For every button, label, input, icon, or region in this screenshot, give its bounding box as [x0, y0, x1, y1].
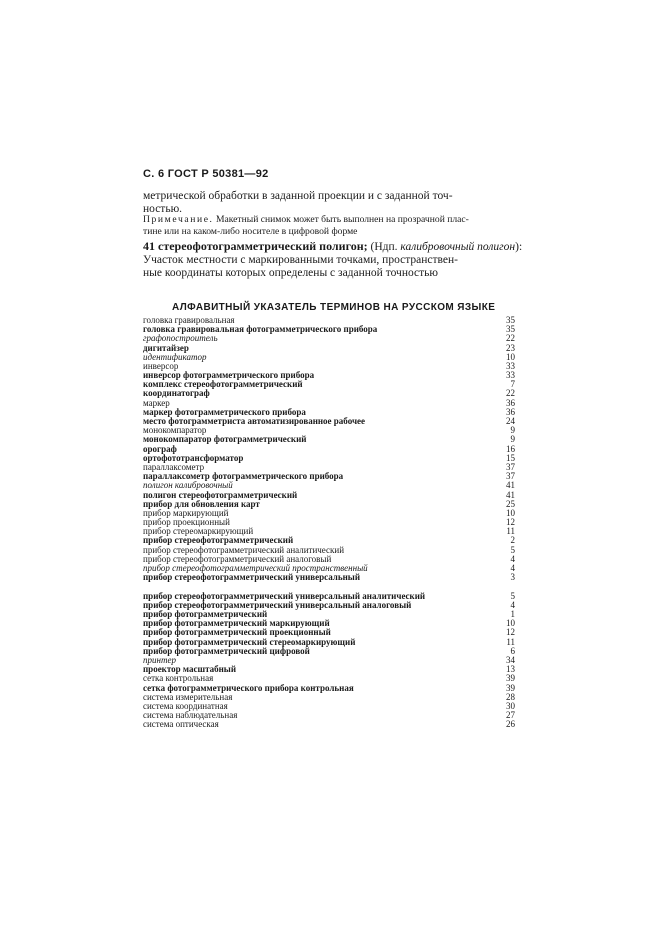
index-term: система координатная: [143, 701, 228, 711]
index-term: координатограф: [143, 389, 210, 399]
index-term: принтер: [143, 655, 176, 665]
index-entry: [143, 325, 515, 334]
note-line-1: Макетный снимок может быть выполнен на прозрачной плас-: [213, 214, 469, 225]
index-page-number: 7: [510, 379, 515, 390]
index-page-number: 35: [506, 314, 515, 325]
intro-paragraph: [143, 190, 517, 216]
term-41-synonym-suffix: ):: [515, 241, 523, 253]
index-page-number: 11: [506, 636, 515, 647]
index-page-number: 12: [506, 627, 515, 638]
index-page-number: 4: [510, 553, 515, 564]
index-entry: [143, 537, 515, 546]
index-term: прибор проекционный: [143, 518, 230, 528]
index-term: прибор стереофотограмметрический пространственный: [143, 564, 368, 574]
index-page-number: 33: [506, 370, 515, 381]
index-page-number: 4: [510, 563, 515, 574]
index-entry: [143, 674, 515, 683]
index-page-number: 39: [506, 673, 515, 684]
index-title: АЛФАВИТНЫЙ УКАЗАТЕЛЬ ТЕРМИНОВ НА РУССКОМ ЯЗЫКЕ: [172, 302, 496, 313]
index-page-number: 10: [506, 351, 515, 362]
index-page-number: 23: [506, 342, 515, 353]
index-page-number: 2: [510, 535, 515, 546]
index-entry: [143, 638, 515, 647]
index-term: прибор стереофотограмметрический универсальный аналитический: [143, 591, 426, 601]
index-entry: [143, 665, 515, 674]
index-entry: [143, 334, 515, 343]
index-entry: [143, 684, 515, 693]
index-page-number: 26: [506, 719, 515, 730]
term-41-def-line-1: Участок местности с маркированными точками, пространствен-: [143, 254, 458, 266]
index-page-number: 34: [506, 654, 515, 665]
index-entry: [143, 564, 515, 573]
index-term: прибор фотограмметрический: [143, 610, 268, 619]
index-page-number: 41: [506, 480, 515, 491]
index-term: сетка фотограмметрического прибора контрольная: [143, 683, 354, 693]
index-term: прибор фотограмметрический маркирующий: [143, 619, 330, 629]
index-page-number: 12: [506, 517, 515, 528]
index-entry: [143, 399, 515, 408]
index-page-number: 1: [510, 609, 515, 619]
index-page-number: 39: [506, 682, 515, 693]
index-term: инверсор: [143, 361, 179, 371]
index-entry: [143, 628, 515, 637]
index-term: система измерительная: [143, 692, 233, 702]
term-41-name: стереофотограмметрический полигон;: [155, 239, 368, 253]
index-entry: [143, 693, 515, 702]
index-term: монокомпаратор: [143, 426, 207, 436]
index-term: прибор стереофотограмметрический универсальный: [143, 573, 361, 583]
index-term: прибор стереофотограмметрический аналитический: [143, 545, 345, 555]
index-entry: [143, 390, 515, 399]
term-index: [143, 316, 515, 729]
intro-line-1: метрической обработки в заданной проекции и с заданной точ-: [143, 190, 453, 202]
index-entry: [143, 491, 515, 500]
index-page-number: 10: [506, 507, 515, 518]
index-entry: [143, 408, 515, 417]
term-41-synonym-prefix: (Ндп.: [367, 241, 398, 253]
index-page-number: 25: [506, 498, 515, 509]
index-term: параллаксометр фотограмметрического прибора: [143, 472, 344, 482]
index-page-number: 15: [506, 452, 515, 463]
index-entry: [143, 454, 515, 463]
index-term: маркер: [143, 398, 170, 408]
index-term: инверсор фотограмметрического прибора: [143, 371, 315, 381]
note-paragraph: [143, 214, 517, 238]
index-entry: [143, 371, 515, 380]
index-term: ортофототрансформатор: [143, 453, 244, 463]
index-entry: [143, 445, 515, 454]
index-entry: [143, 463, 515, 472]
index-term: головка гравировальная фотограмметрического прибора: [143, 325, 378, 335]
index-page-number: 4: [510, 599, 515, 610]
term-41-number: 41: [143, 239, 155, 253]
index-term: прибор для обновления карт: [143, 499, 260, 509]
index-page-number: 9: [510, 434, 515, 445]
index-term: маркер фотограмметрического прибора: [143, 407, 306, 417]
intro-line-2: ностью.: [143, 203, 183, 215]
index-entry: [143, 582, 515, 600]
page-header: С. 6 ГОСТ Р 50381—92: [143, 168, 269, 180]
index-page-number: 41: [506, 489, 515, 500]
index-page-number: 22: [506, 388, 515, 399]
index-term: орограф: [143, 444, 177, 454]
index-page-number: 6: [510, 645, 515, 656]
index-term: прибор фотограмметрический проекционный: [143, 628, 331, 638]
term-41: [143, 239, 523, 280]
index-entry: [143, 656, 515, 665]
index-page-number: 5: [510, 544, 515, 555]
index-page-number: 36: [506, 397, 515, 408]
index-entry: [143, 380, 515, 389]
index-term: монокомпаратор фотограмметрический: [143, 435, 307, 445]
index-page-number: 30: [506, 700, 515, 711]
index-entry: [143, 527, 515, 536]
index-page-number: 28: [506, 691, 515, 702]
index-page-number: 11: [506, 526, 515, 537]
index-term: параллаксометр: [143, 462, 205, 472]
index-entry: [143, 362, 515, 371]
index-page-number: 24: [506, 416, 515, 427]
index-term: дигитайзер: [143, 343, 189, 353]
index-page-number: 5: [510, 590, 515, 601]
index-term: комплекс стереофотограмметрический: [143, 380, 303, 390]
index-term: прибор маркирующий: [143, 508, 229, 518]
index-page-number: 37: [506, 461, 515, 472]
index-term: место фотограмметриста автоматизированное рабочее: [143, 417, 366, 427]
index-entry: [143, 435, 515, 444]
index-entry: [143, 417, 515, 426]
index-entry: [143, 647, 515, 656]
index-term: проектор масштабный: [143, 665, 237, 675]
index-page-number: 22: [506, 333, 515, 344]
index-entry: [143, 344, 515, 353]
index-entry: [143, 426, 515, 435]
index-entry: [143, 316, 515, 325]
index-term: полигон калибровочный: [143, 481, 233, 491]
index-page-number: 16: [506, 443, 515, 454]
index-term: прибор фотограмметрический цифровой: [143, 646, 310, 656]
term-41-synonym: калибровочный полигон: [397, 241, 516, 253]
index-page-number: 13: [506, 664, 515, 675]
index-term: сетка контрольная: [143, 674, 214, 684]
index-term: идентификатор: [143, 352, 207, 362]
index-term: система наблюдательная: [143, 711, 238, 721]
index-term: графопостроитель: [143, 334, 218, 344]
index-page-number: 10: [506, 618, 515, 629]
index-term: прибор стереофотограмметрический универсальный аналоговый: [143, 600, 412, 610]
index-page-number: 36: [506, 406, 515, 417]
index-term: головка гравировальная: [143, 315, 235, 325]
index-page-number: 27: [506, 710, 515, 721]
index-term: прибор стереофотограмметрический: [143, 536, 294, 546]
index-entry: [143, 472, 515, 481]
index-entry: [143, 573, 515, 582]
index-entry: [143, 518, 515, 527]
index-entry: [143, 555, 515, 564]
index-page-number: 37: [506, 471, 515, 482]
index-page-number: 9: [510, 425, 515, 436]
index-term: прибор фотограмметрический стереомаркирующий: [143, 637, 356, 647]
term-41-def-line-2: ные координаты которых определены с заданной точностью: [143, 267, 438, 279]
index-entry: [143, 720, 515, 729]
index-entry: [143, 610, 515, 619]
index-entry: [143, 353, 515, 362]
index-entry: [143, 500, 515, 509]
index-entry: [143, 546, 515, 555]
index-page-number: 33: [506, 360, 515, 371]
index-entry: [143, 601, 515, 610]
index-page-number: 35: [506, 324, 515, 335]
index-entry: [143, 509, 515, 518]
index-term: полигон стереофотограмметрический: [143, 490, 298, 500]
index-entry: [143, 702, 515, 711]
index-term: система оптическая: [143, 720, 219, 730]
note-line-2: тине или на каком-либо носителе в цифровой форме: [143, 226, 358, 237]
index-page-number: 3: [510, 572, 515, 583]
index-term: прибор стереомаркирующий: [143, 527, 254, 537]
index-entry: [143, 619, 515, 628]
index-entry: [143, 711, 515, 720]
note-label: Примечание.: [143, 214, 214, 225]
index-entry: [143, 481, 515, 490]
index-term: прибор стереофотограмметрический аналоговый: [143, 554, 332, 564]
